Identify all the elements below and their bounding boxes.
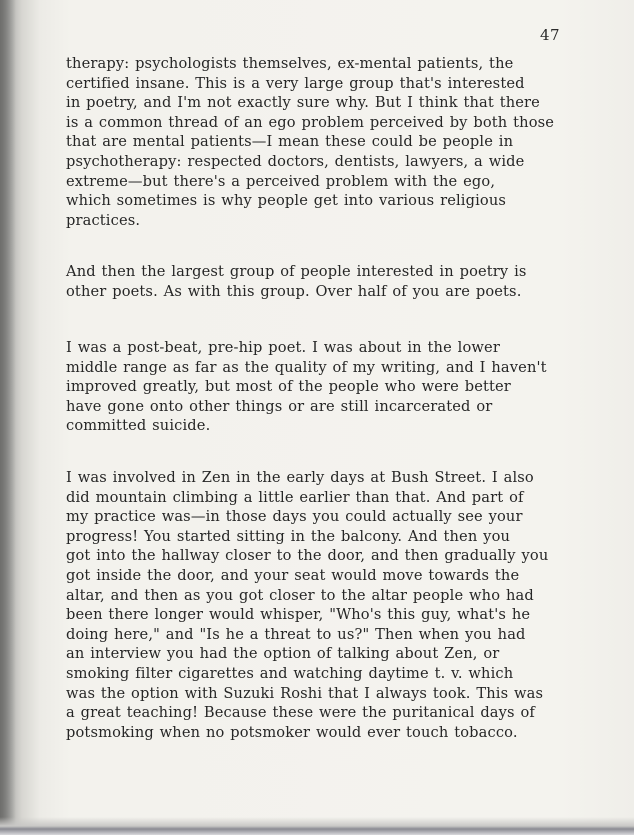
paragraph-1 (66, 54, 596, 230)
text-line: other poets. As with this group. Over half of you are poets. (66, 282, 522, 300)
text-line: improved greatly, but most of the people who were better (66, 378, 511, 396)
page-number: 47 (540, 26, 561, 44)
text-line: psychotherapy: respected doctors, dentists, lawyers, a wide (66, 152, 525, 170)
text-line: practices. (66, 211, 141, 229)
page-bottom-edge (0, 817, 634, 835)
text-line: was the option with Suzuki Roshi that I always took. This was (66, 684, 544, 702)
text-line: in poetry, and I'm not exactly sure why. But I think that there (66, 94, 540, 112)
text-line: doing here," and "Is he a threat to us?" Then when you had (66, 625, 526, 643)
text-line: my practice was—in those days you could actually see your (66, 508, 523, 526)
text-line: been there longer would whisper, "Who's this guy, what's he (66, 606, 531, 624)
text-line: progress! You started sitting in the balcony. And then you (66, 527, 511, 545)
text-line: extreme—but there's a perceived problem with the ego, (66, 172, 496, 190)
text-line: got into the hallway closer to the door, and then gradually you (66, 547, 549, 565)
text-line: I was involved in Zen in the early days at Bush Street. I also (66, 469, 534, 486)
paragraph-3 (66, 338, 596, 436)
gutter-shadow (0, 0, 16, 835)
text-line: therapy: psychologists themselves, ex-mental patients, the (66, 55, 514, 72)
paragraph-2 (66, 262, 596, 301)
text-line: smoking filter cigarettes and watching daytime t. v. which (66, 664, 514, 682)
text-line: a great teaching! Because these were the puritanical days of (66, 704, 535, 722)
text-line: I was a post-beat, pre-hip poet. I was about in the lower (66, 339, 500, 356)
text-line: And then the largest group of people interested in poetry is (66, 263, 527, 280)
text-line: altar, and then as you got closer to the altar people who had (66, 586, 534, 604)
text-line: is a common thread of an ego problem perceived by both those (66, 113, 555, 131)
text-line: committed suicide. (66, 417, 211, 435)
text-line: have gone onto other things or are still incarcerated or (66, 397, 493, 415)
text-line: did mountain climbing a little earlier than that. And part of (66, 488, 524, 506)
text-line: that are mental patients—I mean these could be people in (66, 133, 514, 151)
paragraph-4 (66, 468, 596, 742)
text-line: got inside the door, and your seat would move towards the (66, 566, 520, 584)
text-line: potsmoking when no potsmoker would ever touch tobacco. (66, 723, 518, 741)
text-line: which sometimes is why people get into various religious (66, 192, 507, 210)
text-line: an interview you had the option of talking about Zen, or (66, 645, 500, 663)
text-line: middle range as far as the quality of my writing, and I haven't (66, 358, 547, 376)
text-line: certified insane. This is a very large group that's interested (66, 74, 525, 92)
